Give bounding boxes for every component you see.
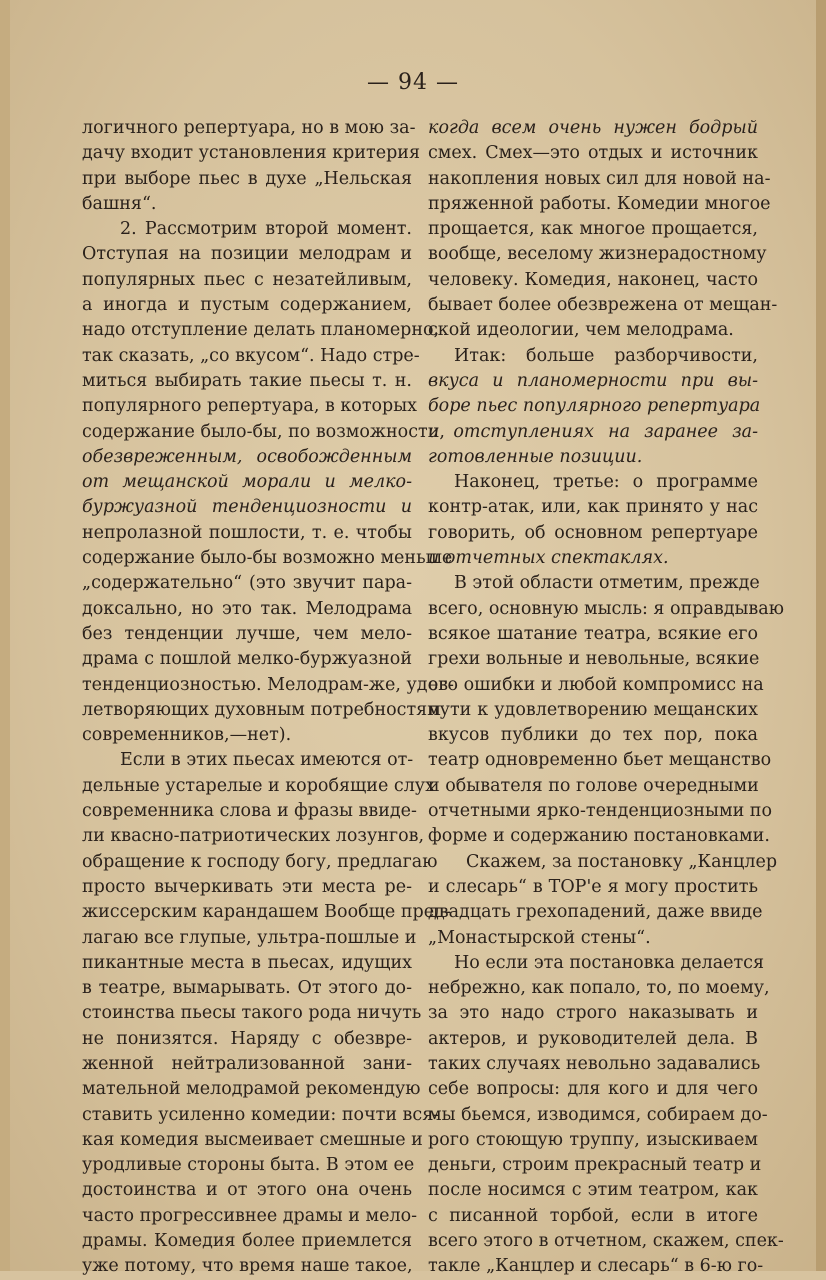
text-line: надо отступление делать планомерно, [82, 320, 440, 341]
text-line: пути к удовлетворению мещанских [428, 699, 758, 720]
text-line: небрежно, как попало, то, по моему, [428, 978, 770, 999]
text-line: за это надо строго наказывать и [428, 1003, 758, 1024]
text-line: уже потому, что время наше такое, [82, 1256, 413, 1277]
text-line: всего, основную мысль: я оправдываю [428, 598, 784, 619]
text-line: доксально, но это так. Мелодрама [82, 598, 412, 619]
text-line: Скажем, за постановку „Канцлер [466, 851, 778, 872]
text-line: Если в этих пьесах имеются от- [120, 750, 414, 771]
text-line: когда всем очень нужен бодрый [428, 118, 758, 138]
text-line: уродливые стороны быта. В этом ее [82, 1155, 415, 1176]
text-line: говорить, об основном репертуаре [428, 522, 758, 543]
text-line: вообще, веселому жизнерадостному [428, 244, 767, 265]
text-line: тенденциозностью. Мелодрам-же, удов- [82, 674, 454, 695]
text-line: рого стоющую труппу, изыскиваем [428, 1129, 758, 1150]
text-line: миться выбирать такие пьесы т. н. [82, 370, 412, 391]
text-line: мы бьемся, изводимся, собираем до- [428, 1104, 768, 1125]
text-line: летворяющих духовным потребностям [82, 699, 441, 720]
text-line: Но если эта постановка делается [454, 952, 765, 973]
text-line: Итак: больше разборчивости, [454, 345, 758, 366]
text-line: и отчетных спектаклях. [428, 548, 669, 569]
text-line: обращение к господу богу, предлагаю [82, 851, 438, 872]
text-line: бывает более обезврежена от мещан- [428, 295, 778, 316]
text-line: деньги, строим прекрасный театр и [428, 1155, 762, 1176]
text-line: ской идеологии, чем мелодрама. [428, 320, 734, 341]
text-line: актеров, и руководителей дела. В [428, 1028, 758, 1049]
text-line: форме и содержанию постановками. [428, 826, 770, 847]
text-line: дельные устарелые и коробящие слух [82, 775, 435, 796]
text-line: вкуса и планомерности при вы- [428, 370, 758, 391]
text-line: боре пьес популярного репертуара [428, 396, 761, 417]
text-line: всего этого в отчетном, скажем, спек- [428, 1231, 784, 1252]
text-line: ли квасно-патриотических лозунгов, [82, 826, 425, 847]
text-line: грехи вольные и невольные, всякие [428, 649, 760, 670]
text-line: с писанной торбой, если в итоге [428, 1205, 758, 1226]
text-line: так сказать, „со вкусом“. Надо стре- [82, 345, 420, 366]
text-line: современников,—нет). [82, 725, 292, 746]
text-line: человеку. Комедия, наконец, часто [428, 269, 758, 290]
text-line: себе вопросы: для кого и для чего [428, 1079, 758, 1100]
text-line: содержание было-бы, по возможности, [82, 421, 445, 442]
text-line: таких случаях невольно задавались [428, 1053, 761, 1074]
text-line: мательной мелодрамой рекомендую [82, 1079, 421, 1100]
text-line: женной нейтрализованной зани- [82, 1053, 412, 1074]
text-line: не понизятся. Наряду с обезвре- [82, 1028, 412, 1049]
text-line: и отступлениях на заранее за- [428, 421, 758, 442]
text-line: обезвреженным, освобожденным [82, 446, 412, 467]
text-line: драмы. Комедия более приемлется [82, 1231, 412, 1252]
text-line: в театре, вымарывать. От этого до- [82, 978, 412, 999]
text-line: прощается, как многое прощается, [428, 219, 758, 240]
text-line: драма с пошлой мелко-буржуазной [82, 649, 412, 670]
text-line: при выборе пьес в духе „Нельская [82, 168, 412, 189]
left-column [82, 116, 454, 1280]
text-line: стоинства пьесы такого рода ничуть [82, 1003, 422, 1024]
text-line: „Монастырской стены“. [428, 927, 651, 948]
text-line: после носимся с этим театром, как [428, 1180, 758, 1201]
text-line: ставить усиленно комедии: почти вся- [82, 1104, 440, 1125]
text-line: накопления новых сил для новой на- [428, 168, 771, 189]
text-line: а иногда и пустым содержанием, [82, 295, 412, 316]
text-line: двадцать грехопадений, даже ввиде [428, 902, 763, 923]
text-line: Наконец, третье: о программе [454, 472, 758, 493]
text-line: без тенденции лучше, чем мело- [82, 623, 412, 644]
text-line: смех. Смех—это отдых и источник [428, 143, 758, 164]
text-line: дачу входит установления критерия [82, 143, 420, 164]
text-line: контр-атак, или, как принято у нас [428, 497, 758, 518]
page-number: — 94 — [367, 70, 459, 95]
text-line: буржуазной тенденциозности и [82, 497, 412, 518]
text-line: содержание было-бы возможно меньше [82, 548, 453, 569]
text-line: его ошибки и любой компромисс на [428, 674, 764, 695]
text-line: от мещанской морали и мелко- [82, 472, 412, 493]
text-line: готовленные позиции. [428, 446, 643, 467]
text-line: пикантные места в пьесах, идущих [82, 952, 412, 973]
text-line: В этой области отметим, прежде [454, 573, 760, 594]
text-line: вкусов публики до тех пор, пока [428, 725, 758, 746]
text-line: логичного репертуара, но в мою за- [82, 118, 416, 138]
text-line: и слесарь“ в ТОР'е я могу простить [428, 876, 758, 897]
text-line: такле „Канцлер и слесарь“ в 6-ю го- [428, 1256, 764, 1277]
text-line: театр одновременно бьет мещанство [428, 750, 772, 771]
page-edge-left [0, 0, 10, 1271]
text-line: пряженной работы. Комедии многое [428, 193, 771, 214]
text-line: непролазной пошлости, т. е. чтобы [82, 522, 412, 543]
text-line: лагаю все глупые, ультра-пошлые и [82, 927, 417, 948]
text-line: часто прогрессивнее драмы и мело- [82, 1205, 418, 1226]
text-line: популярного репертуара, в которых [82, 396, 418, 417]
text-line: популярных пьес с незатейливым, [82, 269, 412, 290]
text-line: всякое шатание театра, всякие его [428, 623, 758, 644]
text-line: Отступая на позиции мелодрам и [82, 244, 412, 265]
page-edge-right [816, 0, 826, 1271]
text-line: просто вычеркивать эти места ре- [82, 876, 412, 897]
text-line: башня“. [82, 193, 157, 214]
text-line: „содержательно“ (это звучит пара- [82, 573, 412, 594]
text-line: современника слова и фразы ввиде- [82, 801, 417, 822]
text-line: жиссерским карандашем Вообще пред- [82, 902, 451, 923]
text-line: кая комедия высмеивает смешные и [82, 1129, 423, 1150]
right-column [428, 116, 784, 1280]
text-line: отчетными ярко-тенденциозными по [428, 801, 773, 822]
text-line: достоинства и от этого она очень [82, 1180, 412, 1201]
text-line: и обывателя по голове очередными [428, 775, 759, 796]
text-line: 2. Рассмотрим второй момент. [120, 219, 412, 240]
